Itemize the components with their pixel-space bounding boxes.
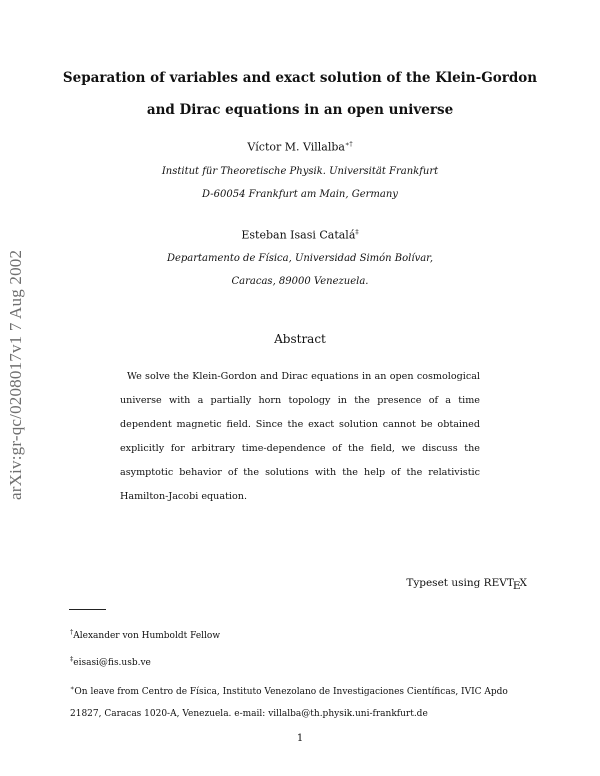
author-2-marks: ‡ [355,228,359,236]
author-2 [0,228,600,242]
abstract-heading: Abstract [274,332,326,346]
author-1-name: Víctor M. Villalba [247,140,345,154]
title-line-2: and Dirac equations in an open universe [146,102,454,118]
author-1-marks: ∗† [345,140,353,148]
footnote-1 [70,628,220,641]
footnote-1-text: Alexander von Humboldt Fellow [73,631,221,641]
footnote-3 [70,677,530,725]
author-1 [0,140,600,154]
arxiv-identifier: arXiv:gr-qc/0208017v1 7 Aug 2002 [6,249,25,500]
page-number: 1 [296,733,304,744]
footnote-1-mark: † [70,628,74,636]
author-1-affiliation-line-1: Institut für Theoretische Physik. Universität Frankfurt [161,166,439,177]
author-2-affiliation-line-2: Caracas, 89000 Venezuela. [231,276,369,287]
typeset-tex-x: X [519,577,527,589]
footnote-2-text: eisasi@fis.usb.ve [73,658,151,668]
title-line-1: Separation of variables and exact solution of the Klein-Gordon [62,70,538,86]
abstract-text: We solve the Klein-Gordon and Dirac equations in an open cosmological universe with a partially horn topology in the presence of a time dependent magnetic field. Since the exact solution cannot be obtained explicitly for arbitrary time-dependence of the field, we discuss the asymptotic behavior of the solutions with the help of the relativistic Hamilton-Jacobi equation. [120,371,480,502]
typeset-note [406,577,527,592]
abstract-body [120,365,480,509]
author-1-affiliation-line-2: D-60054 Frankfurt am Main, Germany [202,189,398,200]
footnote-2-mark: ‡ [70,655,74,663]
typeset-tex-e: E [512,580,521,592]
typeset-prefix: Typeset using REVT [406,577,514,589]
footnote-2 [70,655,151,668]
author-2-name: Esteban Isasi Catalá [241,228,356,242]
author-2-affiliation-line-1: Departamento de Física, Universidad Simón Bolívar, [166,253,434,264]
footnote-3-mark: ∗ [70,684,75,692]
paper-title [0,62,600,126]
footnote-rule [69,609,106,610]
footnote-3-text: On leave from Centro de Física, Instituto Venezolano de Investigaciones Científicas, IVIC Apdo 21827, Caracas 1020-A, Venezuela. e-mail: villalba@th.physik.uni-frankfurt.de [70,687,508,719]
